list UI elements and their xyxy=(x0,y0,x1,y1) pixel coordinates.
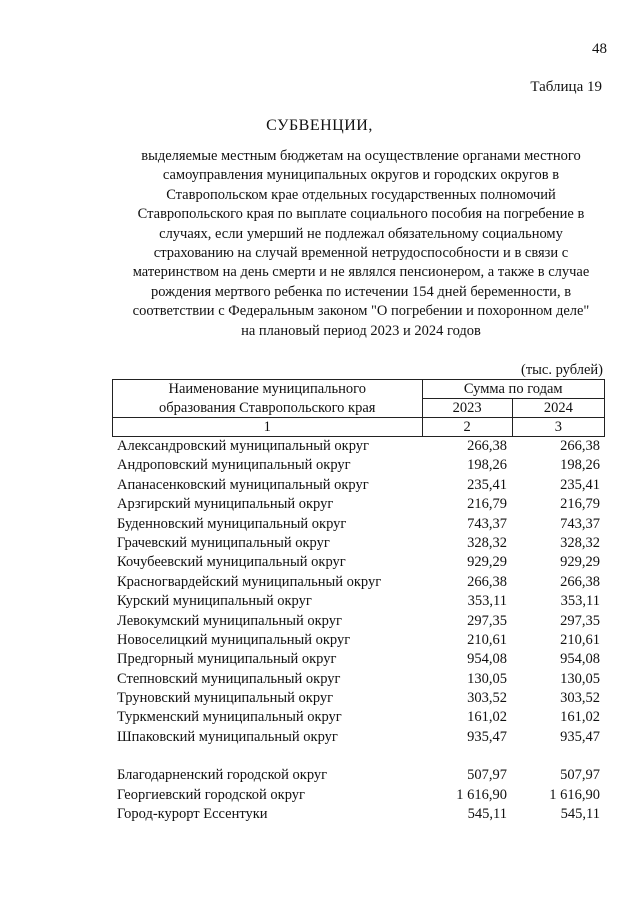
row-value-2023: 743,37 xyxy=(467,515,507,532)
table-row xyxy=(117,805,605,824)
table-row xyxy=(117,728,605,747)
header-col-number-2: 2 xyxy=(422,418,512,437)
row-value-2023: 198,26 xyxy=(467,457,507,474)
subtitle-line: соответствии с Федеральным законом "О погребении и похоронном деле" xyxy=(132,303,590,320)
table-row xyxy=(117,650,605,669)
row-value-2024: 1 616,90 xyxy=(549,786,600,803)
table-row xyxy=(117,534,605,553)
table-row xyxy=(117,689,605,708)
header-year-2023: 2023 xyxy=(422,399,512,418)
row-name: Благодарненский городской округ xyxy=(117,767,328,784)
row-name: Буденновский муниципальный округ xyxy=(117,515,347,532)
row-name: Грачевский муниципальный округ xyxy=(117,534,330,551)
table-row xyxy=(117,592,605,611)
row-name: Александровский муниципальный округ xyxy=(117,438,369,454)
subtitle-line: выделяемые местным бюджетам на осуществление органами местного xyxy=(141,148,581,164)
table-row xyxy=(117,495,605,514)
section-gap xyxy=(117,747,605,766)
document-subtitle xyxy=(118,147,604,341)
row-name: Арзгирский муниципальный округ xyxy=(117,496,334,513)
row-value-2024: 216,79 xyxy=(560,496,600,513)
table-row xyxy=(117,573,605,592)
row-value-2024: 130,05 xyxy=(560,670,600,687)
row-value-2023: 507,97 xyxy=(467,767,507,784)
row-name: Труновский муниципальный округ xyxy=(117,690,334,707)
table-row xyxy=(117,553,605,572)
row-value-2023: 545,11 xyxy=(467,806,507,823)
header-year-2024: 2024 xyxy=(512,399,604,418)
row-value-2024: 210,61 xyxy=(560,631,600,648)
row-value-2024: 929,29 xyxy=(560,554,600,571)
row-value-2023: 954,08 xyxy=(467,651,507,668)
row-value-2024: 743,37 xyxy=(560,515,600,532)
row-value-2023: 235,41 xyxy=(467,476,507,493)
row-name: Степновский муниципальный округ xyxy=(117,670,341,687)
table-row xyxy=(117,670,605,689)
header-sum-by-years: Сумма по годам xyxy=(422,380,605,399)
row-value-2023: 1 616,90 xyxy=(456,786,507,803)
header-name-line1: Наименование муниципального xyxy=(113,380,423,399)
row-name: Андроповский муниципальный округ xyxy=(117,457,351,474)
table-row xyxy=(117,476,605,495)
page-number: 48 xyxy=(592,41,607,57)
row-value-2023: 935,47 xyxy=(467,728,507,745)
table-row xyxy=(117,708,605,727)
row-value-2024: 954,08 xyxy=(560,651,600,668)
row-value-2024: 545,11 xyxy=(560,806,600,823)
row-name: Георгиевский городской округ xyxy=(117,786,305,803)
row-value-2024: 353,11 xyxy=(560,593,600,610)
table-body xyxy=(117,437,605,824)
row-value-2023: 303,52 xyxy=(467,690,507,707)
units-label: (тыс. рублей) xyxy=(521,362,603,378)
row-name: Предгорный муниципальный округ xyxy=(117,651,337,668)
row-value-2023: 328,32 xyxy=(467,534,507,551)
row-value-2023: 130,05 xyxy=(467,670,507,687)
row-name: Апанасенковский муниципальный округ xyxy=(117,476,369,493)
subtitle-line: материнством на день смерти и не являлся пенсионером, а также в случае xyxy=(132,264,590,281)
subtitle-line: случаях, если умерший не подлежал обязательному социальному xyxy=(159,225,563,242)
table-row xyxy=(117,437,605,456)
subtitle-line: Ставропольского края по выплате социального пособия на погребение в xyxy=(137,206,585,223)
row-value-2024: 161,02 xyxy=(560,709,600,726)
subtitle-line: Ставропольском крае отдельных государственных полномочий xyxy=(166,186,556,203)
table-label: Таблица 19 xyxy=(530,79,602,95)
row-value-2024: 935,47 xyxy=(560,728,600,745)
row-value-2024: 328,32 xyxy=(560,534,600,551)
subtitle-line: самоуправления муниципальных округов и городских округов в xyxy=(162,167,560,184)
subtitle-line: рождения мертвого ребенка по истечении 154 дней беременности, в xyxy=(150,283,572,300)
row-value-2023: 929,29 xyxy=(467,554,507,571)
row-value-2024: 266,38 xyxy=(560,438,600,454)
row-value-2024: 303,52 xyxy=(560,690,600,707)
row-value-2023: 297,35 xyxy=(467,612,507,629)
row-value-2023: 161,02 xyxy=(467,709,507,726)
header-name-line2: образования Ставропольского края xyxy=(113,399,423,418)
row-value-2023: 266,38 xyxy=(467,438,507,454)
table-row xyxy=(117,786,605,805)
row-value-2023: 216,79 xyxy=(467,496,507,513)
row-value-2023: 266,38 xyxy=(467,573,507,590)
subtitle-line: страхованию на случай временной нетрудоспособности и в связи с xyxy=(153,245,569,262)
row-value-2023: 210,61 xyxy=(467,631,507,648)
row-value-2024: 297,35 xyxy=(560,612,600,629)
header-col-number-1: 1 xyxy=(113,418,423,437)
table-row xyxy=(117,612,605,631)
row-name: Шпаковский муниципальный округ xyxy=(117,728,338,745)
document-title: СУБВЕНЦИИ, xyxy=(266,117,373,134)
row-value-2024: 235,41 xyxy=(560,476,600,493)
row-value-2024: 198,26 xyxy=(560,457,600,474)
row-name: Кочубеевский муниципальный округ xyxy=(117,554,346,571)
table-row xyxy=(117,456,605,475)
header-col-number-3: 3 xyxy=(512,418,604,437)
row-name: Туркменский муниципальный округ xyxy=(117,709,342,726)
row-name: Новоселицкий муниципальный округ xyxy=(117,631,351,648)
table-row xyxy=(117,631,605,650)
row-name: Город-курорт Ессентуки xyxy=(117,806,268,823)
row-value-2024: 507,97 xyxy=(560,767,600,784)
subtitle-line: на плановый период 2023 и 2024 годов xyxy=(241,322,481,339)
table-row xyxy=(117,766,605,785)
table-header xyxy=(112,379,605,437)
row-value-2023: 353,11 xyxy=(467,593,507,610)
row-name: Курский муниципальный округ xyxy=(117,593,312,610)
row-name: Красногвардейский муниципальный округ xyxy=(117,573,382,590)
table-row xyxy=(117,515,605,534)
row-value-2024: 266,38 xyxy=(560,573,600,590)
row-name: Левокумский муниципальный округ xyxy=(117,612,342,629)
